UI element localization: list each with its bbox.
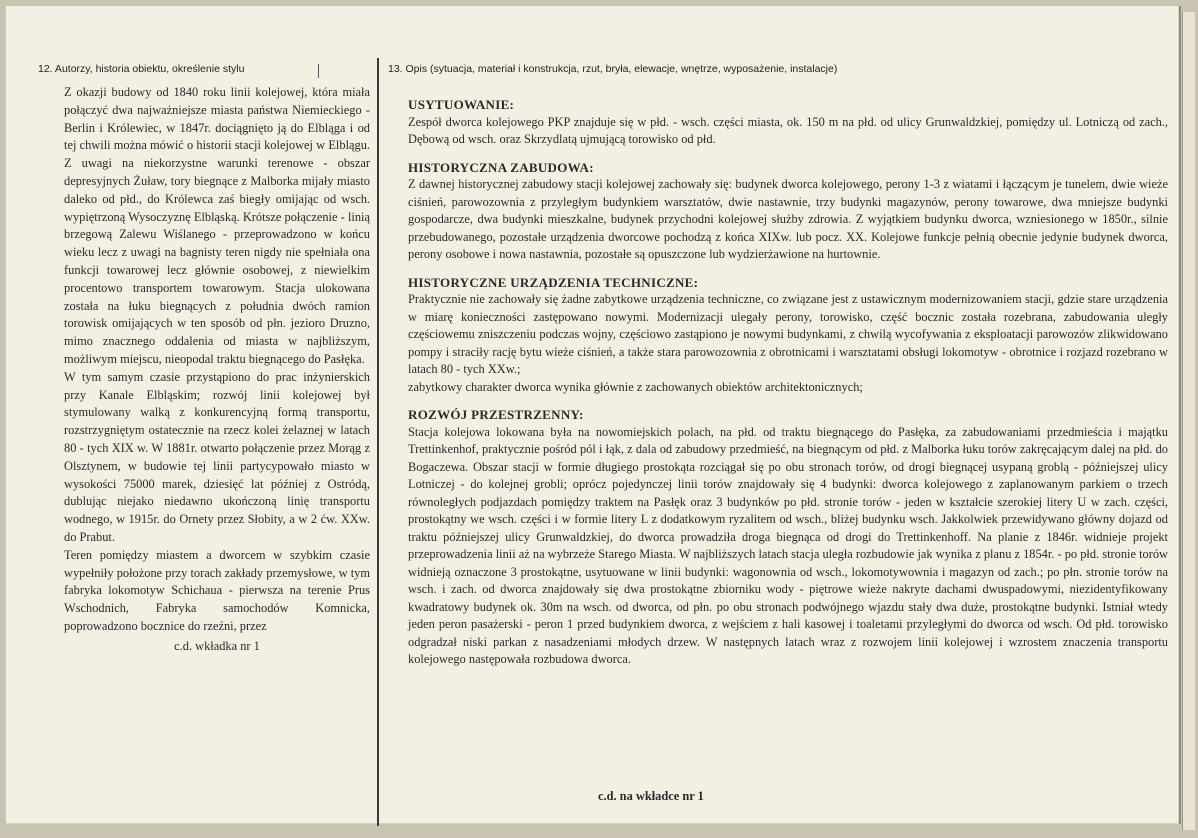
section-13-header: 13. Opis (sytuacja, materiał i konstrukcja, rzut, bryła, elewacje, wnętrze, wyposażenie, instalacje)	[388, 63, 838, 75]
section-location	[408, 96, 1168, 149]
history-column	[64, 84, 370, 656]
history-paragraph: W tym samym czasie przystąpiono do prac inżynierskich przy Kanale Elbląskim; rozwój linii kolejowej był stymulowany walką z konkurencyjną formą transportu, rozstrzygniętym ostatecznie na rzecz kolei żelaznej w latach 80 - tych XIX w. W 1881r. otwarto połączenie przez Morąg z Olsztynem, w budowie tej linii partycypowało miasto w wysokości 75000 marek, dziesięć lat później z Ostródą, dublując niejako niedawno ukończoną linię transportu wodnego, w 1915r. do Ornety przez Słobity, a w 2 ćw. XXw. do Prabut.	[64, 369, 370, 544]
section-text: Praktycznie nie zachowały się żadne zabytkowe urządzenia techniczne, co związane jest z ustawicznym modernizowaniem stacji, gdzie stare urządzenia w miarę konieczności zastępowano nowymi. Modernizacji ulegały perony, torowisko, część bocznic została rozebrana, zabudowania uległy częściowemu zniszczeniu podczas wojny, częściowo zastąpiono je nowymi budynkami, z chwilą wycofywania z eksploatacji parowozów zlikwidowano pompy i straciły rację bytu wieże ciśnień, a także stara parowozownia z obrotnicami i warsztatami obsługi lokomotyw - obrotnice i rozjazd rozebrano w latach 80 - tych XXw.;	[408, 292, 1168, 376]
section-text: Stacja kolejowa lokowana była na nowomiejskich polach, na płd. od traktu biegnącego do Pasłęka, za zabudowaniami przedmieścia i majątku Trettinkenhof, praktycznie pośród pól i łąk, z dala od zabudowy przedmieść, na biegnącym od płd. z Malborka łuku torów zakręcającym dalej na płd. do Bogaczewa. Obszar stacji w formie długiego prostokąta rozciągał się po obu stronach torów, od drogi biegnącej usypaną groblą - późniejszej ulicy Lotniczej - do kolejnej grobli; oprócz pojedynczej linii torów znajdowały się 4 budynki: dworca kolejowego z zaplanowanym parkiem o trzech równoległych podjazdach pomiędzy traktem na Pasłęk oraz 3 budynków po płd. stronie torów - jeden w kształcie szerokiej litery U w zach. części, prostokątny we wsch. części i w formie litery L z dodatkowym ryzalitem od wsch., bliżej budynku wsch. Jakkolwiek przewidywano główny dojazd od traktu późniejszej ulicy Grunwaldzkiej, do dworca prowadziła droga biegnąca od drogi do Trettinkenhoff. Na planie z 1846r. widnieje projekt przeprowadzenia linii aż na wybrzeże Starego Miasta. W najbliższych latach stacja uległa rozbudowie jak wynika z planu z 1854r. - po płd. stronie torów widnieją oznaczone 3 prostokątne, usytuowane w linii budynki: wagonownia od wsch., lokomotywownia i magazyn od zach.; po płn. stronie torów na wsch. i zach. od dworca znajdowały się dwa prostokątne zbiorniku wody - piętrowe wieże nakryte dachami dwuspadowymi, niezidentyfikowany kwadratowy budynek ok. 30m na wsch. od dworca, od płn. po obu stronach podwójnego wjazdu stały dwa duże, prostokątne budynki. Istniał wtedy jeden peron pasażerski - peron 1 przed budynkiem dworca, z wejściem z hali kasowej i toaletami przyległymi do dworca od wsch. Od płd. torowisko odgradzał niski parkan z nasadzeniami młodych drzew. W następnych latach wraz z rozwojem linii kolejowej i wzrostem znaczenia transportu kolejowego następowała rozbudowa dworca.	[408, 424, 1168, 666]
section-title: HISTORYCZNA ZABUDOWA:	[408, 159, 594, 175]
section-title: USYTUOWANIE:	[408, 97, 515, 112]
section-technical-equipment	[408, 274, 1168, 397]
section-text: Z dawnej historycznej zabudowy stacji kolejowej zachowały się: budynek dworca kolejowego, perony 1-3 z wiatami i łączącym je tunelem, dwie wieże ciśnień, parowozownia z przyległym budynkiem warsztatów, dwie nastawnie, trzy budynki magazynów, perony towarowe, dwa mniejsze budynki gospodarcze, dwa budynki mieszkalne, budynek przychodni kolejowej służby zdrowia. Z wyjątkiem budynku dworca, wzniesionego w 1850r., silnie przebudowanego, pozostałe urządzenia dworcowe pochodzą z końca XIXw. lub pocz. XX. Kolejowe funkcje pełnią obecnie jedynie budynek dworca, perony osobowe i nowa nastawnia, pozostałe są opuszczone lub wydzierżawione na hurtownie.	[408, 177, 1168, 261]
section-12-header: 12. Autorzy, historia obiektu, określenie stylu	[38, 63, 245, 75]
section-text-note: zabytkowy charakter dworca wynika głównie z zachowanych obiektów architektonicznych;	[408, 379, 863, 394]
history-paragraph: Z okazji budowy od 1840 roku linii kolejowej, która miała połączyć dwa najważniejsze miasta państwa Niemieckiego - Berlin i Królewiec, w 1847r. dociągnięto ją do Elbląga i od tej chwili można mówić o historii stacji kolejowej w Elblągu. Z uwagi na niekorzystne warunki terenowe - obszar depresyjnych Żuław, tory biegnące z Malborka mijały miasto daleko od płd., do Królewca zaś biegły omijając od wsch. wypiętrzoną Wysoczyznę Elbląską. Krótsze połączenie - linią brzegową Zalewu Wiślanego - przeprowadzono w końcu wieku lecz z uwagi na bagnisty teren nigdy nie spełniała ona funkcji towarowej lecz głównie osobowej, z niewielkim procentowo transportem towarowym. Stacja ulokowana została na łuku biegnących z południa dwóch ramion torowisk omijających w ten sposób od płn. jezioro Druzno, mimo znacznego oddalenia od miasta w najbliższym, możliwym miejscu, nieopodal traktu biegnącego do Pasłęka.	[64, 85, 370, 366]
section-text: Zespół dworca kolejowego PKP znajduje się w płd. - wsch. części miasta, ok. 150 m na płd. od ulicy Grunwaldzkiej, pomiędzy ul. Lotniczą od zach., Dębową od wsch. oraz Skrzydlatą ujmującą torowisko od płd.	[408, 114, 1168, 146]
continuation-note-right: c.d. na wkładce nr 1	[598, 789, 704, 803]
header-tick-mark	[318, 64, 319, 78]
card-edge	[1182, 12, 1195, 830]
section-historic-buildings	[408, 159, 1168, 264]
section-spatial-development	[408, 406, 1168, 669]
description-column	[408, 96, 1168, 679]
section-title: ROZWÓJ PRZESTRZENNY:	[408, 407, 584, 422]
history-paragraph: Teren pomiędzy miastem a dworcem w szybkim czasie wypełniły położone przy torach zakłady przemysłowe, w tym fabryka lokomotyw Schichaua - pierwsza na terenie Prus Wschodnich, Fabryka samochodów Komnicka, poprowadzono bocznice do rzeźni, przez	[64, 547, 370, 633]
continuation-note-left: c.d. wkładka nr 1	[174, 638, 260, 653]
section-title: HISTORYCZNE URZĄDZENIA TECHNICZNE:	[408, 274, 699, 290]
column-divider	[377, 58, 379, 826]
